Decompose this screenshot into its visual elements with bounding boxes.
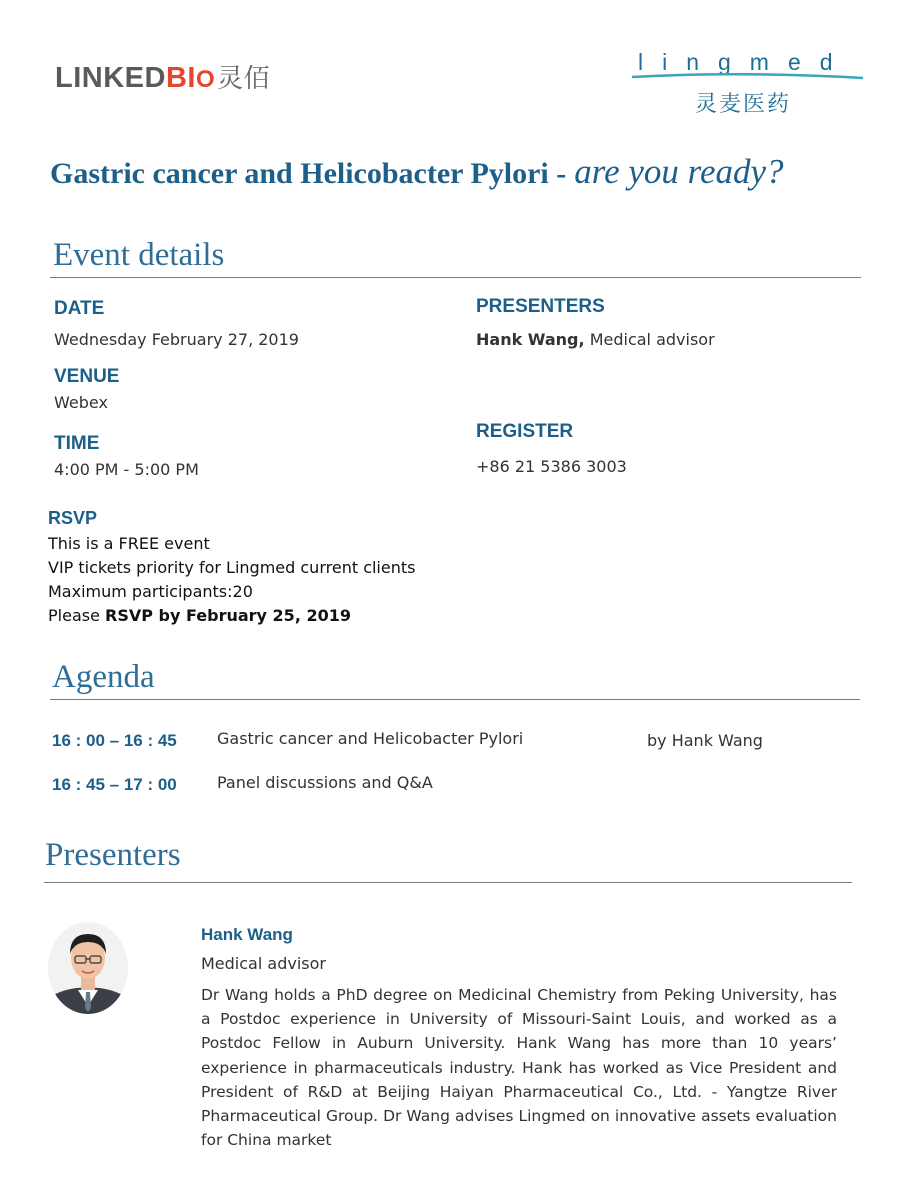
venue-value: Webex — [54, 393, 108, 412]
presenter-summary-name: Hank Wang, — [476, 330, 585, 349]
title-tagline: are you ready? — [574, 152, 784, 191]
lingmed-logo — [630, 45, 865, 120]
logo-text-bio: BI — [165, 62, 196, 94]
lingmed-cn-text: 灵麦医药 — [695, 92, 792, 117]
event-details-heading: Event details — [53, 237, 225, 273]
register-label: REGISTER — [476, 421, 574, 442]
date-value: Wednesday February 27, 2019 — [54, 330, 299, 349]
logo-text-cn: 灵佰 — [217, 63, 271, 93]
lingmed-wordmark: lingmed — [638, 49, 852, 75]
presenter-name: Hank Wang — [201, 925, 293, 944]
agenda-topic: Gastric cancer and Helicobacter Pylori — [217, 729, 524, 748]
page-title — [50, 152, 784, 192]
presenter-bio: Dr Wang holds a PhD degree on Medicinal Chemistry from Peking University, has a Postdoc experience in University of Missouri-Saint Louis, and worked as a Postdoc Fellow in Auburn University. Hank Wang has more than 10 years’ experience in pharmaceuticals industry. Hank has worked as Vice President and President of R&D at Beijing Haiyan Pharmaceutical Co., Ltd. - Yangtze River Pharmaceutical Group. Dr Wang advises Lingmed on innovative assets evaluation for China market — [201, 986, 837, 1150]
presenter-role: Medical advisor — [201, 954, 326, 973]
rsvp-line-deadline — [48, 604, 415, 628]
linkedbio-logo — [55, 58, 270, 95]
logo-ring-icon: O — [195, 66, 216, 93]
rsvp-block — [48, 532, 415, 628]
time-label: TIME — [54, 433, 100, 454]
presenters-heading: Presenters — [45, 837, 181, 873]
event-details-divider — [50, 277, 861, 278]
presenters-label: PRESENTERS — [476, 296, 605, 317]
agenda-time: 16 : 00 – 16 : 45 — [52, 731, 177, 750]
rsvp-deadline-date: RSVP by February 25, 2019 — [105, 606, 351, 625]
agenda-topic: Panel discussions and Q&A — [217, 773, 433, 792]
rsvp-line-vip: VIP tickets priority for Lingmed current clients — [48, 558, 416, 577]
logo-swoosh-icon — [630, 69, 865, 83]
presenter-summary-role: Medical advisor — [589, 330, 715, 349]
agenda-divider — [50, 699, 860, 700]
agenda-speaker: by Hank Wang — [647, 731, 763, 750]
logo-text-linked: LINKED — [55, 62, 166, 94]
title-main: Gastric cancer and Helicobacter Pylori - — [50, 157, 567, 190]
date-label: DATE — [54, 298, 105, 319]
rsvp-line-max: Maximum participants:20 — [48, 582, 253, 601]
time-value: 4:00 PM - 5:00 PM — [54, 460, 199, 479]
rsvp-deadline-prefix: Please — [48, 606, 100, 625]
agenda-time: 16 : 45 – 17 : 00 — [52, 775, 177, 794]
presenter-summary — [476, 330, 715, 349]
presenters-divider — [44, 882, 852, 883]
venue-label: VENUE — [54, 366, 120, 387]
register-phone[interactable]: +86 21 5386 3003 — [476, 457, 627, 476]
agenda-heading: Agenda — [52, 659, 155, 695]
rsvp-label: RSVP — [48, 508, 98, 528]
presenter-avatar — [48, 922, 128, 1014]
rsvp-line-free: This is a FREE event — [48, 534, 210, 553]
